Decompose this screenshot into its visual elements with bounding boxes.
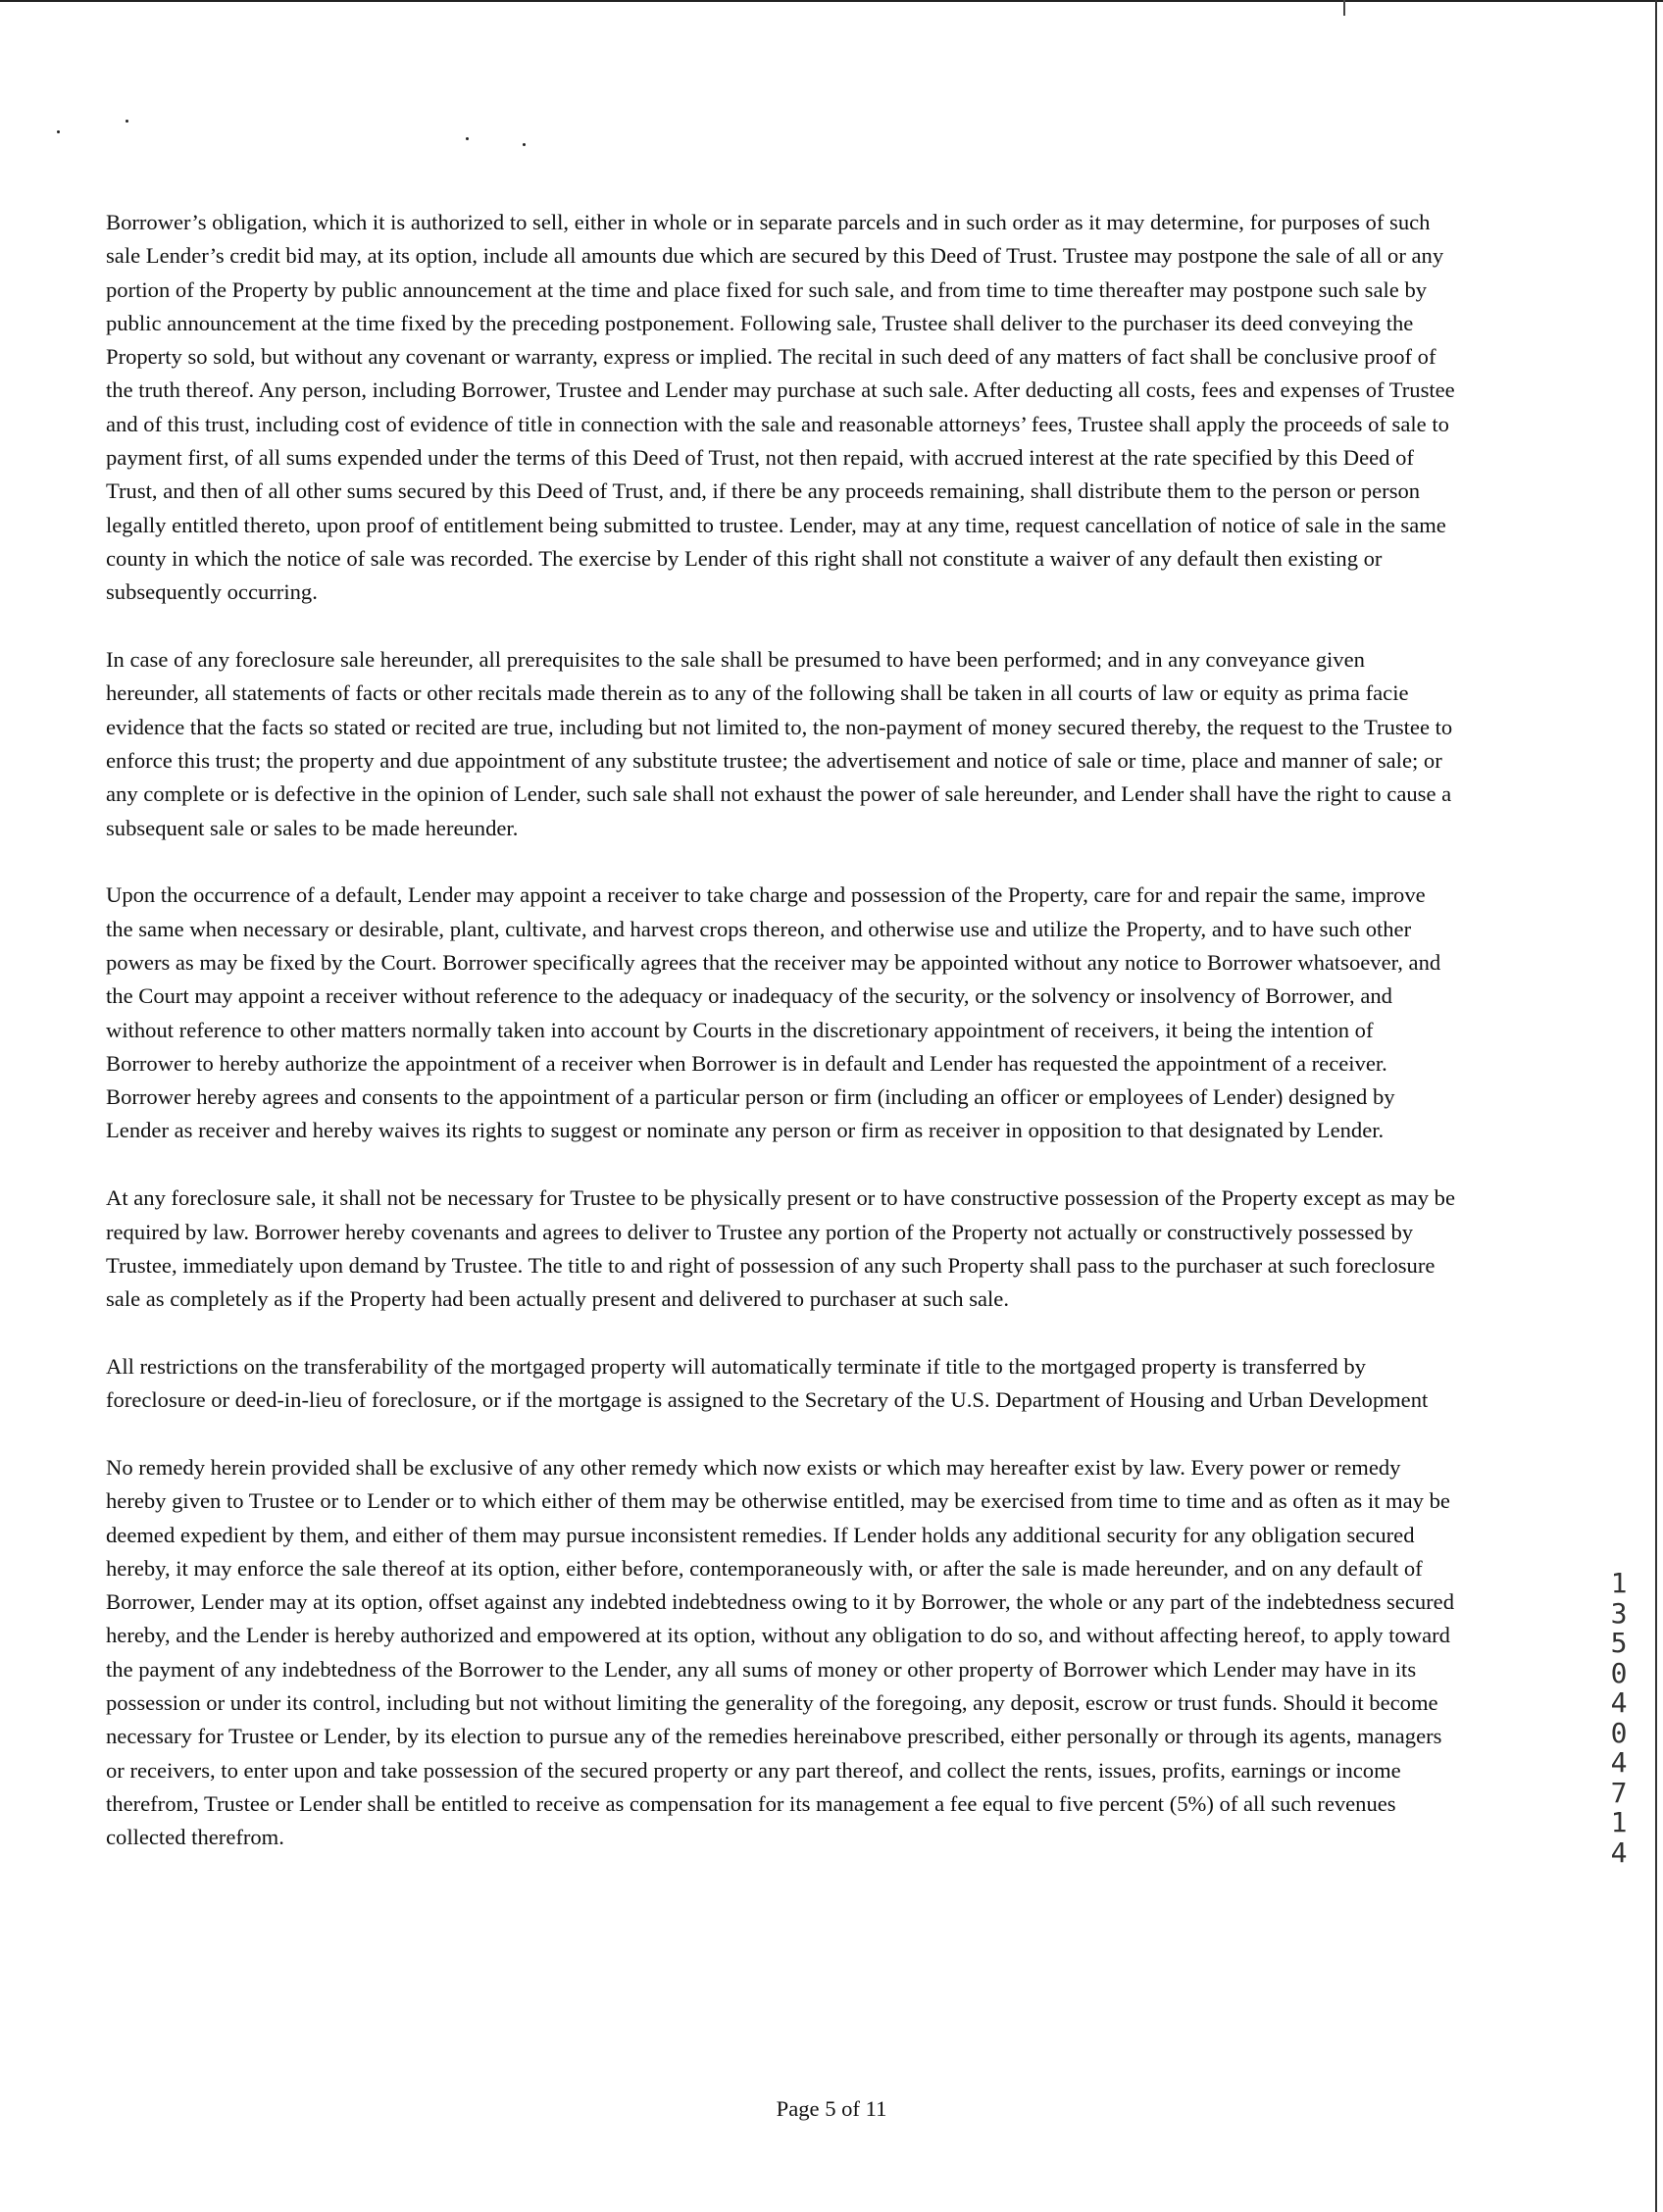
paragraph-receiver-appointment: Upon the occurrence of a default, Lender may appoint a receiver to take charge and possession of the Property, care for and repair the same, improve the same when necessary or desirable, plant, cultivate, and harvest crops thereon, and otherwise use and utilize the Property, and to have such other powers as may be fixed by the Court. Borrower specifically agrees that the receiver may be appointed without any notice to Borrower whatsoever, and the Court may appoint a receiver without reference to the adequacy or inadequacy of the security, or the solvency or insolvency of Borrower, and without reference to other matters normally taken into account by Courts in the discretionary appointment of receivers, it being the intention of Borrower to hereby authorize the appointment of a receiver when Borrower is in default and Lender has requested the appointment of a receiver. Borrower hereby agrees and consents to the appointment of a particular person or firm (including an officer or employees of Lender) designed by Lender as receiver and hereby waives its rights to suggest or nominate any person or firm as receiver in opposition to that designated by Lender. xyxy=(106,882,1441,1143)
top-border-rule xyxy=(0,0,1663,2)
top-border-tick xyxy=(1343,0,1345,16)
scan-speck xyxy=(523,143,526,146)
scan-speck xyxy=(57,130,60,133)
paragraph-remedies-not-exclusive: No remedy herein provided shall be exclusive of any other remedy which now exists or which may hereafter exist by law. Every power or remedy hereby given to Trustee or to Lender or to which either of them may be otherwise entitled, may be exercised from time to time and as often as it may be deemed expedient by them, and either of them may pursue inconsistent remedies. If Lender holds any additional security for any obligation secured hereby, it may enforce the sale thereof at its option, either before, contemporaneously with, or after the sale is made hereunder, and on any default of Borrower, Lender may at its option, offset against any indebted indebtedness owing to it by Borrower, the whole or any part of the indebtedness secured hereby, and the Lender is hereby authorized and empowered at its option, without any obligation to do so, and without affecting hereof, to apply toward the payment of any indebtedness of the Borrower to the Lender, any all sums of money or other property of Borrower which Lender may have in its possession or under its control, including but not without limiting the generality of the foregoing, any deposit, escrow or trust funds. Should it become necessary for Trustee or Lender, by its election to pursue any of the remedies hereinabove prescribed, either personally or through its agents, managers or receivers, to enter upon and take possession of the secured property or any part thereof, and collect the rents, issues, profits, earnings or income therefrom, Trustee or Lender shall be entitled to receive as compensation for its management a fee equal to five percent (5%) of all such revenues collected therefrom. xyxy=(106,1455,1455,1850)
recording-number-stamp: 13504 04714 xyxy=(1610,1567,1628,1869)
paragraph-transfer-restrictions: All restrictions on the transferability of the mortgaged property will automatically terminate if title to the mortgaged property is transferred by foreclosure or deed-in-lieu of foreclosure, or if the mortgage is assigned to the Secretary of the U.S. Department of Housing and Urban Development xyxy=(106,1353,1429,1413)
right-border-rule xyxy=(1655,0,1657,2212)
paragraph-foreclosure-sale-proceeds: Borrower’s obligation, which it is authorized to sell, either in whole or in separate parcels and in such order as it may determine, for purposes of such sale Lender’s credit bid may, at its option, include all amounts due which are secured by this Deed of Trust. Trustee may postpone the sale of all or any portion of the Property by public announcement at the time and place fixed for such sale, and from time to time thereafter may postpone such sale by public announcement at the time fixed by the preceding postponement. Following sale, Trustee shall deliver to the purchaser its deed conveying the Property so sold, but without any covenant or warranty, express or implied. The recital in such deed of any matters of fact shall be conclusive proof of the truth thereof. Any person, including Borrower, Trustee and Lender may purchase at such sale. After deducting all costs, fees and expenses of Trustee and of this trust, including cost of evidence of title in connection with the sale and reasonable attorneys’ fees, Trustee shall apply the proceeds of sale to payment first, of all sums expended under the terms of this Deed of Trust, not then repaid, with accrued interest at the rate specified by this Deed of Trust, and then of all other sums secured by this Deed of Trust, and, if there be any proceeds remaining, shall distribute them to the person or person legally entitled thereto, upon proof of entitlement being submitted to trustee. Lender, may at any time, request cancellation of notice of sale in the same county in which the notice of sale was recorded. The exercise by Lender of this right shall not constitute a waiver of any default then existing or subsequently occurring. xyxy=(106,210,1455,605)
paragraph-trustee-presence: At any foreclosure sale, it shall not be necessary for Trustee to be physically present or to have constructive possession of the Property except as may be required by law. Borrower hereby covenants and agrees to deliver to Trustee any portion of the Property not actually or constructively possessed by Trustee, immediately upon demand by Trustee. The title to and right of possession of any such Property shall pass to the purchaser at such foreclosure sale as completely as if the Property had been actually present and delivered to purchaser at such sale. xyxy=(106,1185,1455,1312)
scan-speck xyxy=(466,137,469,140)
paragraph-foreclosure-prerequisites: In case of any foreclosure sale hereunder, all prerequisites to the sale shall be presumed to have been performed; and in any conveyance given hereunder, all statements of facts or other recitals made therein as to any of the following shall be taken in all courts of law or equity as prima facie evidence that the facts so stated or recited are true, including but not limited to, the non-payment of money secured thereby, the request to the Trustee to enforce this trust; the property and due appointment of any substitute trustee; the advertisement and notice of sale or time, place and manner of sale; or any complete or is defective in the opinion of Lender, such sale shall not exhaust the power of sale hereunder, and Lender shall have the right to cause a subsequent sale or sales to be made hereunder. xyxy=(106,647,1453,840)
document-body xyxy=(106,206,1457,1888)
page-number-footer: Page 5 of 11 xyxy=(776,2096,887,2121)
scan-speck xyxy=(126,120,128,123)
